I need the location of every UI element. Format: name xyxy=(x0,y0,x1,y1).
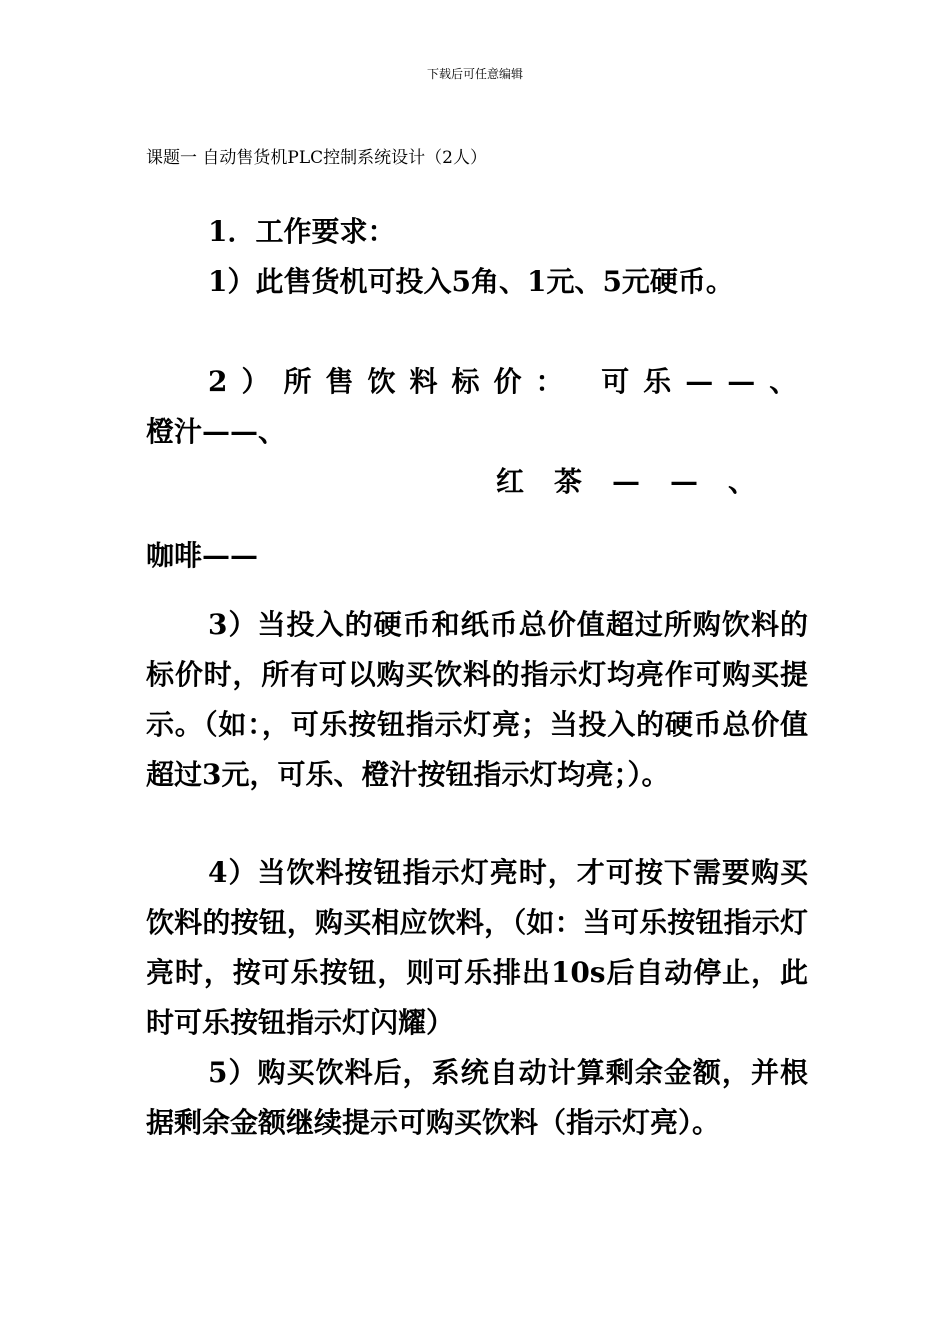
requirement-item-3: 3）当投入的硬币和纸币总价值超过所购饮料的标价时，所有可以购买饮料的指示灯均亮作可购买提示。（如：，可乐按钮指示灯亮；当投入的硬币总价值超过3元，可乐、橙汁按钮指示灯均亮；）。 xyxy=(146,608,808,791)
document-title: 课题一 自动售货机PLC控制系统设计（2人） xyxy=(146,148,487,168)
requirement-item-2-line-4: 咖啡—— xyxy=(146,539,259,572)
section-heading: 1．工作要求： xyxy=(208,215,396,248)
requirement-item-2-line-1: 2）所售饮料标价： 可乐——、 xyxy=(208,365,812,398)
requirement-item-1: 1）此售货机可投入5角、1元、5元硬币。 xyxy=(208,265,734,298)
requirement-item-2-line-3: 红茶——、 xyxy=(496,465,787,498)
requirement-item-2-line-2: 橙汁——、 xyxy=(146,415,287,448)
page-header: 下载后可任意编辑 xyxy=(426,67,523,81)
requirement-item-4: 4）当饮料按钮指示灯亮时，才可按下需要购买饮料的按钮，购买相应饮料，（如：当可乐按钮指示灯亮时，按可乐按钮，则可乐排出10s后自动停止，此时可乐按钮指示灯闪耀） xyxy=(146,856,808,1039)
requirement-item-5: 5）购买饮料后，系统自动计算剩余金额，并根据剩余金额继续提示可购买饮料（指示灯亮）。 xyxy=(146,1056,808,1139)
